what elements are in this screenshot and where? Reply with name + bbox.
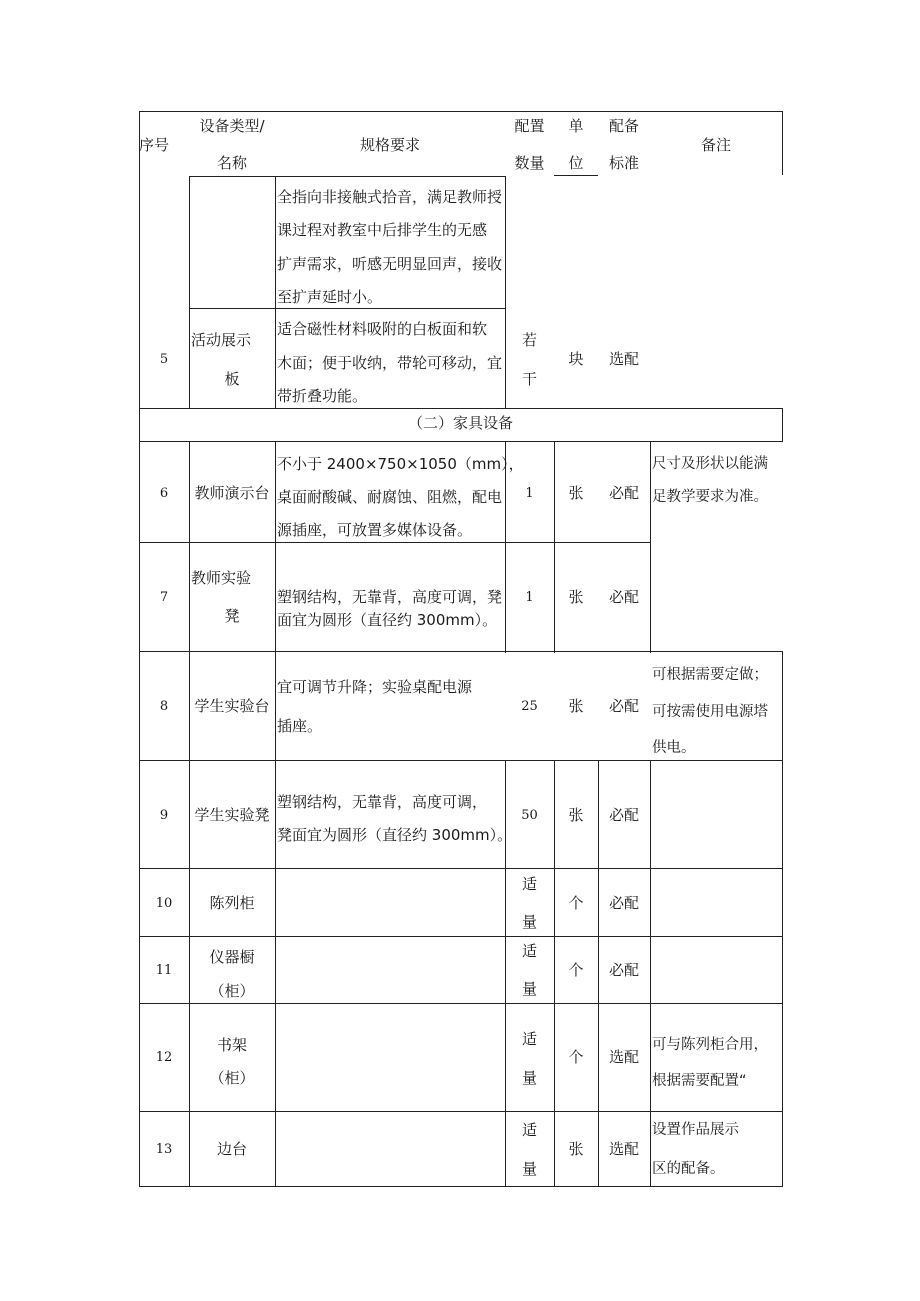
row-seq: 10	[155, 896, 173, 911]
row-spec-line: 宜可调节升降；实验桌配电源	[277, 678, 473, 696]
header-seq: 序号	[139, 136, 170, 154]
row-unit: 个	[568, 961, 584, 979]
continued-spec-line: 至扩声延时小。	[277, 288, 383, 306]
row-spec-line: 木面；便于收纳，带轮可移动，宜	[277, 354, 503, 372]
row-note-line: 足教学要求为准。	[652, 489, 768, 505]
row-unit: 个	[568, 894, 584, 912]
row-unit: 张	[568, 697, 584, 715]
row-unit: 张	[568, 588, 584, 606]
row-name-line: 凳	[224, 607, 240, 625]
header-spec: 规格要求	[359, 136, 420, 154]
continued-spec-line: 课过程对教室中后排学生的无感	[277, 221, 488, 239]
row-name-line: 学生实验凳	[194, 806, 270, 824]
row-spec-line: 凳面宜为圆形（直径约 300mm）。	[277, 826, 513, 844]
row-seq: 12	[155, 1050, 173, 1065]
row-seq: 11	[155, 963, 173, 978]
row-qty-line: 适	[521, 942, 537, 960]
row-std: 选配	[608, 350, 639, 368]
row-qty-line: 量	[521, 913, 537, 931]
header-type-line1: 设备类型/	[199, 117, 265, 135]
header-unit-line1: 单	[568, 117, 584, 135]
row-note-line: 根据需要配置“	[652, 1073, 747, 1089]
row-note-line: 可根据需要定做；	[652, 667, 768, 683]
header-qty-line1: 配置	[514, 117, 545, 135]
row-unit: 块	[568, 350, 584, 368]
header-type-line2: 名称	[216, 154, 247, 172]
row-qty-line: 适	[521, 875, 537, 893]
row-name-line: （柜）	[209, 1069, 255, 1087]
row-spec-line: 源插座，可放置多媒体设备。	[277, 521, 473, 539]
row-seq: 13	[155, 1142, 173, 1157]
row-spec-line: 塑钢结构，无靠背，高度可调，凳	[277, 588, 503, 606]
row-qty-line: 1	[525, 486, 534, 501]
row-qty-line: 适	[521, 1030, 537, 1048]
row-note-line: 可按需使用电源塔	[652, 704, 768, 720]
row-qty-line: 适	[521, 1121, 537, 1139]
row-name-line: 边台	[216, 1140, 247, 1158]
row-unit: 张	[568, 484, 584, 502]
row-qty-line: 若	[521, 331, 537, 349]
row-qty-line: 量	[521, 980, 537, 998]
row-qty-line: 量	[521, 1069, 537, 1087]
row-seq: 6	[159, 486, 169, 501]
continued-spec-line: 全指向非接触式拾音，满足教师授	[277, 188, 503, 206]
row-qty-line: 50	[521, 808, 538, 823]
row-name-line: 仪器橱	[209, 948, 255, 966]
row-unit: 张	[568, 806, 584, 824]
row-std: 必配	[608, 806, 639, 824]
row-unit: 张	[568, 1140, 584, 1158]
row-std: 必配	[608, 588, 639, 606]
row-spec-line: 桌面耐酸碱、耐腐蚀、阻燃，配电	[277, 488, 503, 506]
row-spec-line: 带折叠功能。	[277, 387, 368, 405]
row-spec-line: 面宜为圆形（直径约 300mm）。	[277, 611, 498, 629]
header-unit-line2: 位	[568, 154, 584, 172]
row-name-line: 板	[224, 370, 240, 388]
row-seq: 5	[159, 352, 169, 367]
row-std: 必配	[608, 484, 639, 502]
header-note: 备注	[700, 136, 731, 154]
row-qty-line: 1	[525, 590, 534, 605]
row-seq: 8	[159, 699, 169, 714]
row-note-line: 区的配备。	[652, 1161, 725, 1177]
row-name-line: （柜）	[209, 982, 255, 1000]
row-name-line: 书架	[216, 1036, 247, 1054]
row-std: 必配	[608, 697, 639, 715]
header-std-line2: 标准	[608, 154, 639, 172]
header-std-line1: 配备	[608, 117, 639, 135]
row-spec-line: 适合磁性材料吸附的白板面和软	[277, 320, 488, 338]
row-std: 选配	[608, 1048, 639, 1066]
row-std: 选配	[608, 1140, 639, 1158]
row-name-line: 活动展示	[191, 331, 252, 349]
row-spec-line: 塑钢结构，无靠背，高度可调，	[277, 793, 488, 811]
row-seq: 9	[159, 808, 169, 823]
row-unit: 个	[568, 1048, 584, 1066]
row-seq: 7	[159, 590, 169, 605]
row-name-line: 学生实验台	[194, 697, 270, 715]
row-note-line: 设置作品展示	[652, 1122, 739, 1138]
header-qty-line2: 数量	[514, 154, 545, 172]
row-spec-line: 插座。	[277, 717, 323, 735]
row-note-line: 尺寸及形状以能满	[652, 456, 768, 472]
continued-spec-line: 扩声需求，听感无明显回声，接收	[277, 255, 503, 273]
row-std: 必配	[608, 894, 639, 912]
section-title: （二）家具设备	[407, 414, 513, 432]
row-qty-line: 25	[521, 699, 538, 714]
row-qty-line: 量	[521, 1160, 537, 1178]
row-qty-line: 干	[521, 370, 537, 388]
row-name-line: 陈列柜	[209, 894, 255, 912]
row-note-line: 供电。	[652, 740, 696, 756]
row-std: 必配	[608, 961, 639, 979]
row-note-line: 可与陈列柜合用，	[652, 1037, 768, 1053]
row-name-line: 教师实验	[191, 569, 252, 587]
row-name-line: 教师演示台	[194, 484, 270, 502]
row-spec-line: 不小于 2400×750×1050（mm），	[277, 455, 524, 473]
